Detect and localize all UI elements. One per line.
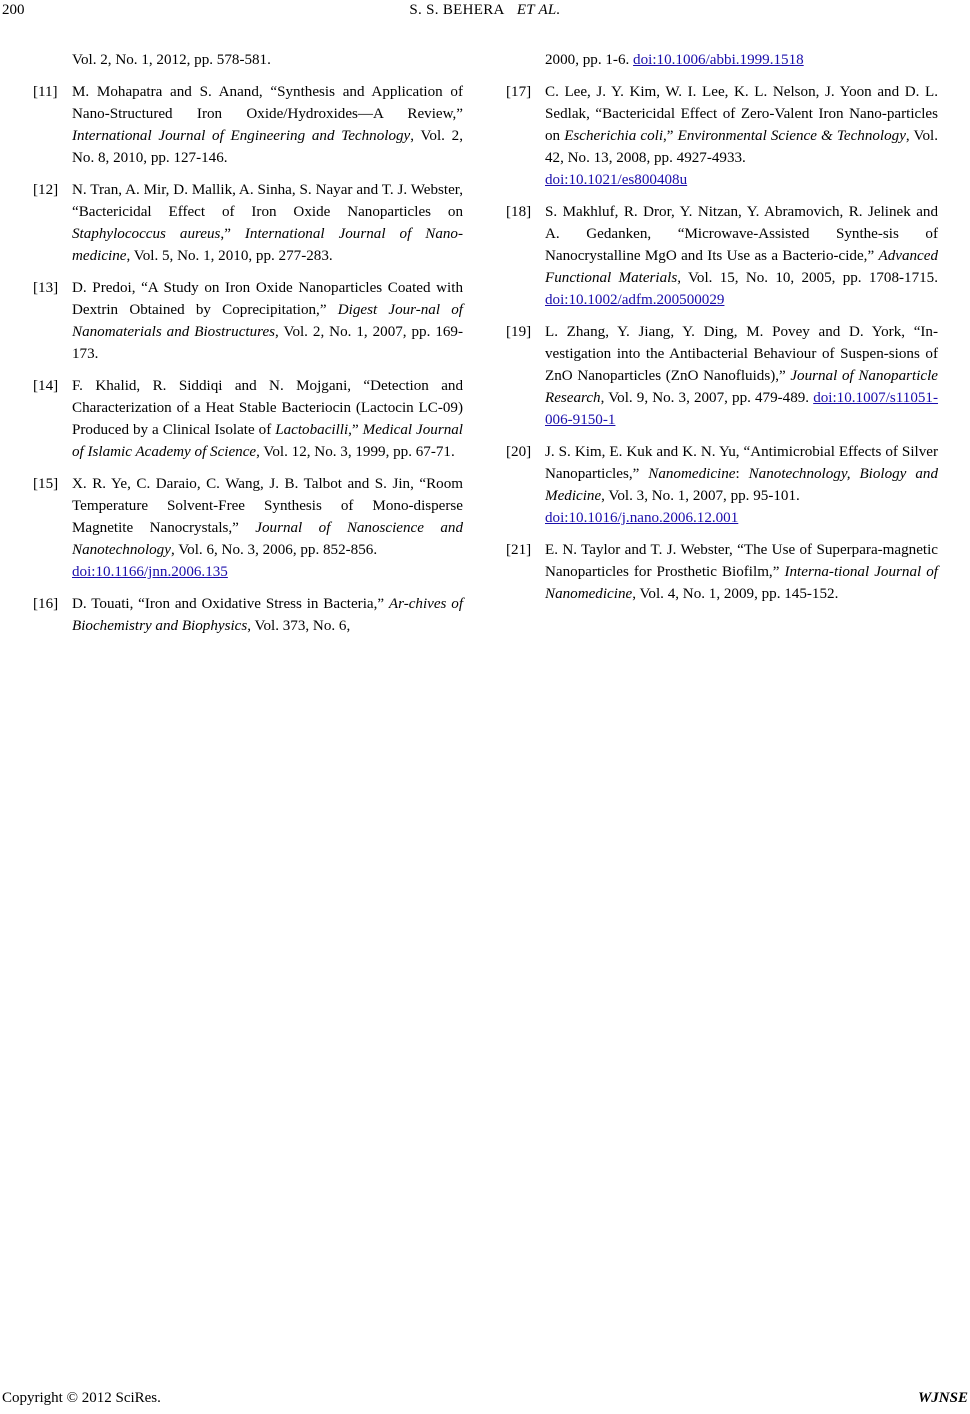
reference-journal: Nanotechnology, Biology and Medicine bbox=[545, 466, 938, 504]
doi-link[interactable]: doi:10.1006/abbi.1999.1518 bbox=[633, 52, 804, 68]
left-column bbox=[33, 49, 463, 647]
reference-journal: Digest Jour-nal of Nanomaterials and Biostructures bbox=[72, 302, 463, 340]
reference-number: [12] bbox=[33, 182, 59, 198]
reference-species: Escherichia coli bbox=[564, 128, 664, 144]
reference-continuation bbox=[506, 49, 938, 71]
page-number: 200 bbox=[2, 2, 25, 18]
reference-17 bbox=[506, 81, 938, 191]
reference-text: L. Zhang, Y. Jiang, Y. Ding, M. Povey and D. York, “In-vestigation into the Antibacterial Behaviour of Suspen-sions of ZnO Nanoparticles (ZnO Nanofluids),” bbox=[545, 324, 938, 384]
reference-20 bbox=[506, 441, 938, 529]
reference-text: D. Touati, “Iron and Oxidative Stress in Bacteria,” bbox=[72, 596, 389, 612]
reference-species: Lactobacilli bbox=[275, 422, 349, 438]
reference-text: 2000, pp. 1-6. bbox=[545, 52, 634, 68]
reference-text: , Vol. 42, No. 13, 2008, pp. 4927-4933. bbox=[545, 128, 938, 166]
reference-13 bbox=[33, 277, 463, 365]
reference-14 bbox=[33, 375, 463, 463]
running-head bbox=[0, 2, 970, 19]
reference-text: ,” bbox=[663, 128, 678, 144]
reference-continuation: Vol. 2, No. 1, 2012, pp. 578-581. bbox=[72, 52, 271, 68]
doi-link[interactable]: doi:10.1016/j.nano.2006.12.001 bbox=[545, 510, 739, 526]
reference-text: ,” bbox=[348, 422, 363, 438]
reference-text: , Vol. 5, No. 1, 2010, pp. 277-283. bbox=[126, 248, 333, 264]
doi-link[interactable]: doi:10.1166/jnn.2006.135 bbox=[72, 564, 228, 580]
reference-species: Staphylococcus aureus bbox=[72, 226, 221, 242]
reference-text: , Vol. 373, No. 6, bbox=[247, 618, 351, 634]
reference-16 bbox=[33, 593, 463, 637]
reference-text: E. N. Taylor and T. J. Webster, “The Use of Superpara-magnetic Nanoparticles for Prosthetic Biofilm,” bbox=[545, 542, 938, 580]
reference-journal: Environmental Science & Technology bbox=[677, 128, 906, 144]
reference-text: C. Lee, J. Y. Kim, W. I. Lee, K. L. Nelson, J. Yoon and D. L. Sedlak, “Bactericidal Effect of Zero-Valent Iron Nano-particles on bbox=[545, 84, 938, 144]
reference-text: F. Khalid, R. Siddiqi and N. Mojgani, “Detection and Characterization of a Heat Stable Bacteriocin (Lactocin LC-09) Produced by a Clinical Isolate of bbox=[72, 378, 463, 438]
doi-link[interactable]: doi:10.1021/es800408u bbox=[545, 172, 688, 188]
reference-number: [11] bbox=[33, 84, 58, 100]
reference-number: [15] bbox=[33, 476, 59, 492]
running-head-et-al: ET AL. bbox=[516, 2, 561, 18]
reference-number: [16] bbox=[33, 596, 59, 612]
reference-number: [21] bbox=[506, 542, 532, 558]
reference-text: , Vol. 2, No. 1, 2007, pp. 169-173. bbox=[72, 324, 463, 362]
right-column bbox=[506, 49, 938, 615]
reference-text: , Vol. 9, No. 3, 2007, pp. 479-489. bbox=[600, 390, 814, 406]
reference-text: , Vol. 3, No. 1, 2007, pp. 95-101. bbox=[601, 488, 800, 504]
reference-18 bbox=[506, 201, 938, 311]
reference-text: , Vol. 15, No. 10, 2005, pp. 1708-1715. bbox=[677, 270, 939, 286]
reference-journal: Medical Journal of Islamic Academy of Science bbox=[72, 422, 464, 460]
reference-journal: International Journal of Engineering and Technology bbox=[72, 128, 411, 144]
reference-journal: Journal of Nanoparticle Research bbox=[545, 368, 938, 406]
doi-link[interactable]: doi:10.1002/adfm.200500029 bbox=[545, 292, 725, 308]
reference-19 bbox=[506, 321, 938, 431]
reference-number: [19] bbox=[506, 324, 532, 340]
reference-text: N. Tran, A. Mir, D. Mallik, A. Sinha, S. Nayar and T. J. Webster, “Bactericidal Effect of Iron Oxide Nanoparticles on bbox=[72, 182, 463, 220]
reference-12 bbox=[33, 179, 463, 267]
reference-15 bbox=[33, 473, 463, 583]
reference-journal: Advanced Functional Materials bbox=[545, 248, 938, 286]
journal-abbreviation: WJNSE bbox=[917, 1390, 968, 1406]
reference-number: [20] bbox=[506, 444, 532, 460]
reference-journal: Interna-tional Journal of Nanomedicine bbox=[545, 564, 938, 602]
reference-number: [14] bbox=[33, 378, 59, 394]
reference-text: , Vol. 12, No. 3, 1999, pp. 67-71. bbox=[256, 444, 455, 460]
reference-text: X. R. Ye, C. Daraio, C. Wang, J. B. Talbot and S. Jin, “Room Temperature Solvent-Free Synthesis of Mono-disperse Magnetite Nanocrystals,” bbox=[72, 476, 463, 536]
reference-number: [17] bbox=[506, 84, 532, 100]
reference-journal: Ar-chives of Biochemistry and Biophysics bbox=[72, 596, 464, 634]
reference-text: , Vol. 6, No. 3, 2006, pp. 852-856. bbox=[170, 542, 378, 558]
reference-text: D. Predoi, “A Study on Iron Oxide Nanoparticles Coated with Dextrin Obtained by Coprecipitation,” bbox=[72, 280, 463, 318]
reference-text: M. Mohapatra and S. Anand, “Synthesis and Application of Nano-Structured Iron Oxide/Hydroxides—A Review,” bbox=[72, 84, 463, 122]
reference-journal: Nanomedicine bbox=[648, 466, 736, 482]
reference-text: , Vol. 4, No. 1, 2009, pp. 145-152. bbox=[632, 586, 839, 602]
reference-text: : bbox=[735, 466, 749, 482]
page-header bbox=[0, 0, 970, 30]
reference-11 bbox=[33, 81, 463, 169]
copyright-notice: Copyright © 2012 SciRes. bbox=[2, 1390, 161, 1406]
reference-number: [18] bbox=[506, 204, 532, 220]
doi-link[interactable]: doi:10.1007/s11051-006-9150-1 bbox=[545, 390, 938, 428]
reference-21 bbox=[506, 539, 938, 605]
reference-text: S. Makhluf, R. Dror, Y. Nitzan, Y. Abramovich, R. Jelinek and A. Gedanken, “Microwave-Assisted Synthe-sis of Nanocrystalline MgO and Its Use as a Bacterio-cide,” bbox=[545, 204, 938, 264]
running-head-author: S. S. BEHERA bbox=[409, 2, 505, 18]
reference-number: [13] bbox=[33, 280, 59, 296]
reference-text: , Vol. 2, No. 8, 2010, pp. 127-146. bbox=[72, 128, 463, 166]
reference-text: J. S. Kim, E. Kuk and K. N. Yu, “Antimicrobial Effects of Silver Nanoparticles,” bbox=[545, 444, 938, 482]
reference-journal: International Journal of Nano-medicine bbox=[72, 226, 464, 264]
reference-journal: Journal of Nanoscience and Nanotechnology bbox=[72, 520, 463, 558]
reference-text: ,” bbox=[220, 226, 245, 242]
